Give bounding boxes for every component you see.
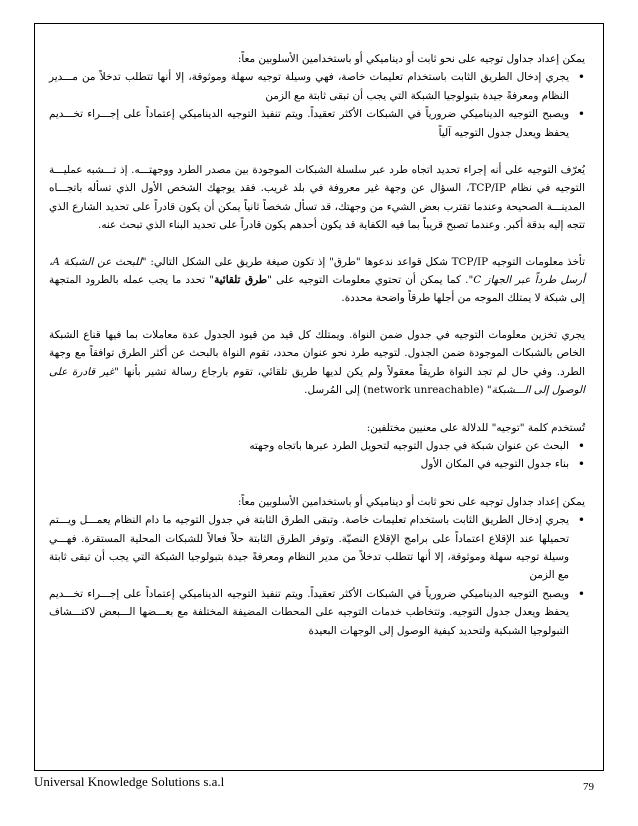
list-item: • ويصبح التوجيه الديناميكي ضرورياً في الشبكات الأكثر تعقيداً. ويتم تنفيذ التوجيه الديناميكي إعتماداً على إجـــراء تخـــديم يحفظ ويعدل جدول التوجيه آلياً bbox=[49, 105, 569, 142]
italic-text: غير قادرة على الوصول إلى الـــشبكة bbox=[49, 365, 585, 397]
block6-intro: يمكن إعداد جداول توجيه على نحو ثابت أو ديناميكي أو باستخدامين الأسلوبين معاً: bbox=[237, 495, 585, 508]
bold-text: طرق تلقائية bbox=[214, 274, 268, 287]
text-run: " تحدد ما يجب عمله بالطرود المتجهة إلى شبكة لا يمتلك الموجه من أجلها طرقاً واضحة محددة. bbox=[49, 274, 585, 305]
text-run: " (network unreachable) إلى المُرسل. bbox=[304, 384, 492, 397]
list-item: • ويصبح التوجيه الديناميكي ضرورياً في الشبكات الأكثر تعقيداً. ويتم تنفيذ التوجيه الديناميكي إعتماداً على إجـــراء تخـــديم يحفظ ويعدل جدول التوجيه. وتتخاطب خدمات التوجيه على المحطات المضيفة المختلفة مع بعـــضها الـــبعض لاكتـــشاف التبولوجيا الشبكية ولتحديد كيفية الوصول إلى الوجهات البعيدة bbox=[49, 585, 569, 640]
routing-table-paragraph bbox=[49, 326, 585, 400]
block5-intro: تُستخدم كلمة "توجيه" للدلالة على معنيين مختلفين: bbox=[366, 421, 585, 434]
text-run: تأخذ معلومات التوجيه TCP/IP شكل قواعد ندعوها "طرق" إذ تكون صيغة طريق على الشكل التالي: " bbox=[141, 255, 585, 268]
block5-list bbox=[49, 437, 585, 474]
list-item: • يجري إدخال الطريق الثابت باستخدام تعليمات خاصة. وتبقى الطرق الثابتة في جدول التوجيه ما دام النظام يعمـــل ويـــتم تحميلها عند الإقلاع اعتماداً على برامج الإقلاع النصيّة. وتوفر الطرق الثابتة حلاً فعالاً للشبكات المحلية المستقرة. فهـــي وسيلة توجيه سهلة وموثوقة، إلا أنها تتطلب تدخلاً من مدير النظام ومعرفةً جيدة بتبولوجيا الشبكة التي يجب أن تبقى ثابتة مع الزمن bbox=[49, 511, 569, 585]
routing-rules-paragraph bbox=[49, 253, 585, 308]
list-item: • بناء جدول التوجيه في المكان الأول bbox=[49, 455, 569, 473]
list-item: • يجري إدخال الطريق الثابت باستخدام تعليمات خاصة، فهي وسيلة توجيه سهلة وموثوقة، إلا أنها تتطلب تدخلاً من مـــدير النظام ومعرفةً جيدة بتبولوجيا الشبكة التي يجب أن تبقى ثابتة مع الزمن bbox=[49, 68, 569, 105]
block1-list bbox=[49, 68, 585, 142]
italic-text: للبحث عن الشبكة A، أرسل طرداً عبر الجهاز C bbox=[49, 255, 585, 287]
footer-publisher: Universal Knowledge Solutions s.a.l bbox=[34, 774, 225, 789]
block6-list bbox=[49, 511, 585, 640]
routing-definition-paragraph: يُعرّف التوجيه على أنه إجراء تحديد اتجاه طرد عبر سلسلة الشبكات الموجودة بين مصدر الطرد ووجهتـــه. إذ تـــشبه عمليـــة التوجيه في نظام TCP/IP، السؤال عن وجهة غير معروفة في بلد غريب. فقد يوجهك الشخص الأول الذي تسأله باتجـــاه المدينـــة الصحيحة وعندما تقترب بعض الشيء من وجهتك، قد تسأل شخصاً ثانياً يمكن أن يكون قادراً على تحديد الشارع الذي تتجه إليه بدقة أكبر. وعندما تصبح قريباً بما فيه الكفاية قد يكون أحدهم يكون قادراً على تحديد البناء الذي تبحث عنه. bbox=[49, 164, 585, 232]
page-frame bbox=[34, 23, 604, 771]
list-item: • البحث عن عنوان شبكة في جدول التوجيه لتحويل الطرد عبرها باتجاه وجهته bbox=[49, 437, 569, 455]
block1-intro: يمكن إعداد جداول توجيه على نحو ثابت أو ديناميكي أو باستخدامين الأسلوبين معاً: bbox=[237, 53, 585, 65]
text-run: ". كما يمكن أن تحتوي معلومات التوجيه على " bbox=[267, 274, 474, 287]
page-number: 79 bbox=[583, 781, 594, 793]
page-content bbox=[35, 50, 603, 640]
text-run: يجري تخزين معلومات التوجيه في جدول ضمن النواة. ويمتلك كل قيد من قيود الجدول عدة معاملات بما فيها قناع الشبكة الخاص بالشبكات الموجودة ضمن الجدول. لتوجيه طرد نحو عنوان محدد، تقوم النواة بالبحث عن أكثر الطرق توافقاً مع وجهة الطرد. وفي حال لم تجد النواة طريقاً معقولاً ولم يكن لديها طريق تلقائي، تقوم بارجاع رسالة تشير بأنها " bbox=[49, 328, 585, 378]
